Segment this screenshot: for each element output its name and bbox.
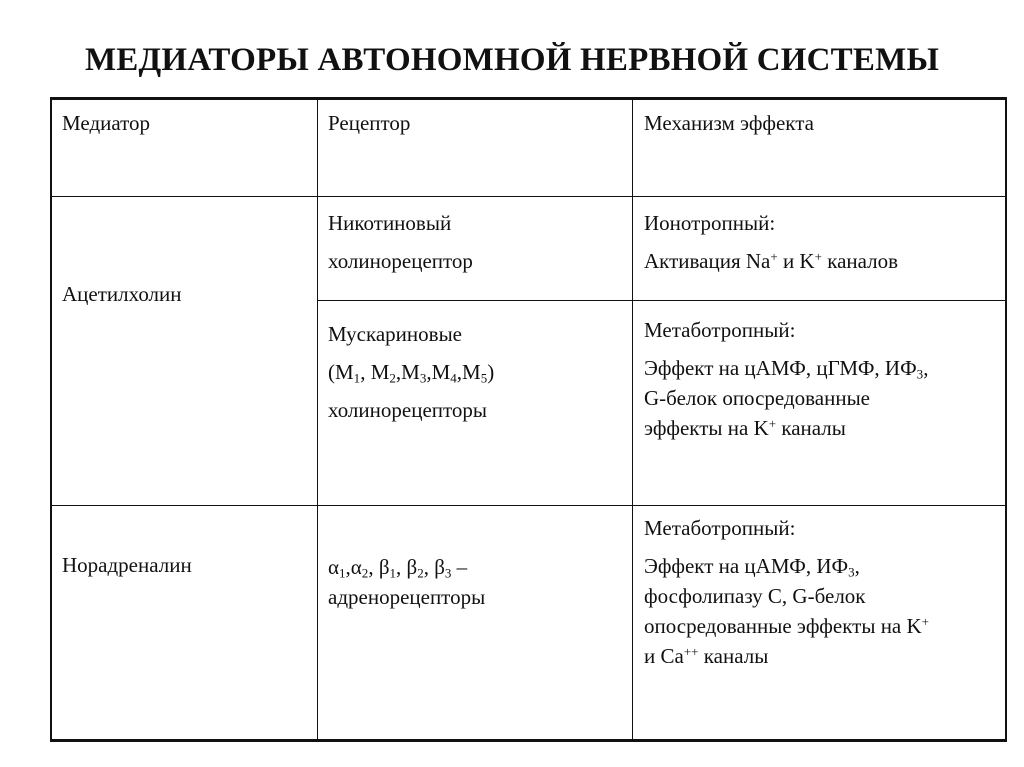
table-border-left — [50, 97, 52, 742]
mechanism-muscarinic-line4: эффекты на K+ каналы — [644, 415, 846, 440]
receptor-adrenergic-line1: $\alpha_1,\alpha_2$, $\beta_1$, $\beta_2$, $\beta_3$ – — [328, 555, 468, 581]
header-receptor-label: Рецептор — [328, 111, 411, 135]
mechanism-adrenergic-line3: фосфолипазу C, G-белок — [644, 584, 866, 608]
mechanism-nicotinic-line2: Активация Na+ и K+ каналов — [644, 248, 899, 273]
table-border-bottom — [50, 739, 1007, 742]
mechanism-nicotinic — [644, 204, 898, 280]
header-receptor — [328, 108, 410, 138]
mechanism-nicotinic-line1: Ионотропный: — [644, 211, 776, 235]
column-divider-2 — [632, 97, 633, 742]
receptor-muscarinic — [328, 315, 494, 429]
receptor-muscarinic-line1: Мускариновые — [328, 322, 462, 346]
mediator-noradrenaline — [62, 550, 192, 580]
mechanism-adrenergic-line2: Эффект на цАМФ, $ИФ_3$, — [644, 554, 860, 580]
mechanism-adrenergic-line4: опосредованные эффекты на K+ — [644, 613, 930, 638]
receptor-nicotinic-line1: Никотиновый — [328, 211, 452, 235]
table-border-top — [50, 97, 1007, 100]
mediator-acetylcholine-label: Ацетилхолин — [62, 282, 182, 306]
table-border-right — [1005, 97, 1007, 742]
mechanism-muscarinic-line1: Метаботропный: — [644, 318, 796, 342]
row-divider-noradrenaline — [50, 505, 1007, 506]
row-divider-acetylcholine — [318, 300, 1007, 301]
mediator-noradrenaline-label: Норадреналин — [62, 553, 192, 577]
receptor-muscarinic-line2: ($M_1$, $M_2,M_3,M_4,M_5$) — [328, 360, 495, 386]
receptor-muscarinic-line3: холинорецепторы — [328, 398, 488, 422]
mechanism-muscarinic-line2: Эффект на цАМФ, цГМФ, $ИФ_3$, — [644, 356, 929, 382]
header-mechanism — [644, 108, 814, 138]
page-title: МЕДИАТОРЫ АВТОНОМНОЙ НЕРВНОЙ СИСТЕМЫ — [84, 42, 940, 78]
mechanism-muscarinic — [644, 315, 928, 443]
mechanism-adrenergic-line1: Метаботропный: — [644, 516, 796, 540]
mechanism-adrenergic-line5: и Ca++ каналы — [644, 643, 769, 668]
header-mechanism-label: Механизм эффекта — [644, 111, 814, 135]
mechanism-adrenergic — [644, 513, 929, 671]
receptor-adrenergic-line2: адренорецепторы — [328, 585, 486, 609]
receptor-nicotinic — [328, 204, 473, 280]
row-divider-header — [50, 196, 1007, 197]
receptor-nicotinic-line2: холинорецептор — [328, 249, 473, 273]
receptor-adrenergic — [328, 552, 485, 612]
mechanism-muscarinic-line3: G-белок опосредованные — [644, 386, 870, 410]
header-mediator-label: Медиатор — [62, 111, 151, 135]
mediator-acetylcholine — [62, 279, 182, 309]
column-divider-1 — [317, 97, 318, 742]
header-mediator — [62, 108, 150, 138]
